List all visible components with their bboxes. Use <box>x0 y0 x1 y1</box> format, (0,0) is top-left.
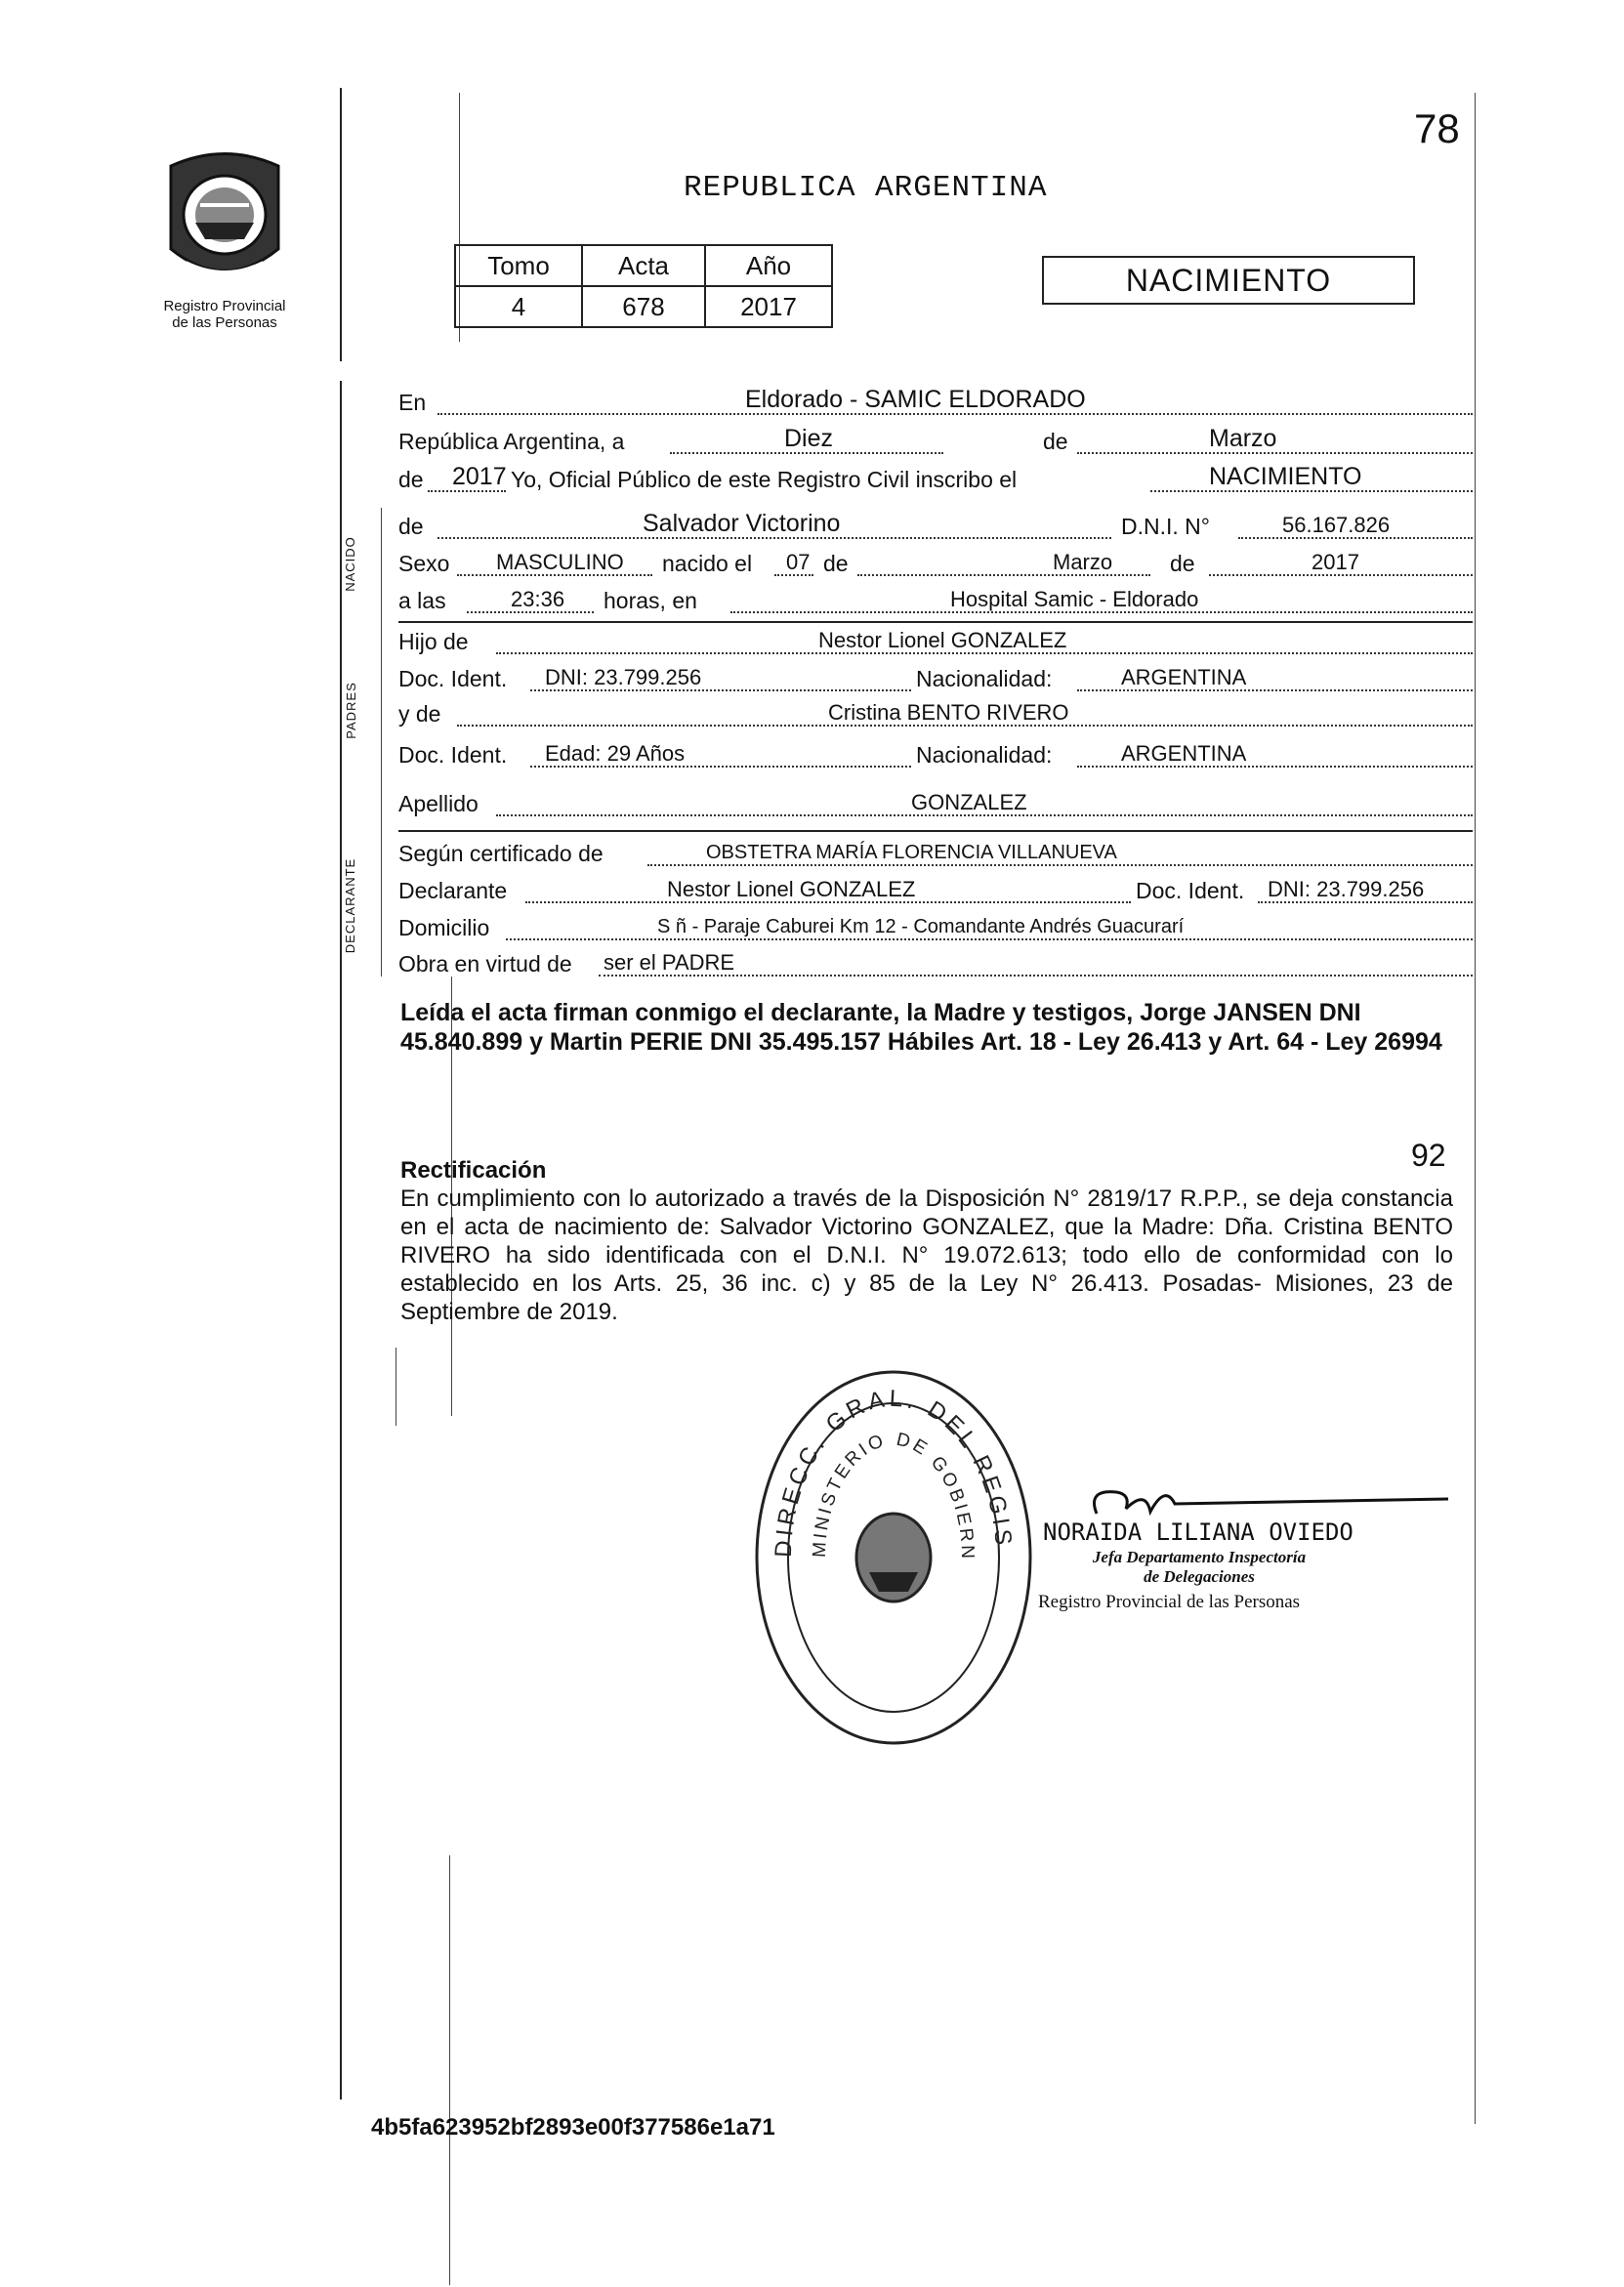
label-de-birth-month: de <box>823 551 849 576</box>
value-mother-nationality: ARGENTINA <box>1121 741 1247 766</box>
value-birth-day: 07 <box>786 550 811 574</box>
section-divider-nacido <box>398 621 1473 623</box>
label-sexo: Sexo <box>398 551 450 576</box>
country-title: REPUBLICA ARGENTINA <box>684 171 1048 205</box>
label-hijo-de: Hijo de <box>398 629 469 654</box>
label-nacido-el: nacido el <box>662 551 753 576</box>
acta-value-acta: 678 <box>582 286 705 327</box>
acta-header-tomo: Tomo <box>455 245 582 286</box>
label-father-doc: Doc. Ident. <box>398 666 508 691</box>
value-birth-place: Hospital Samic - Eldorado <box>950 587 1199 611</box>
rectificacion-text: En cumplimiento con lo autorizado a través de la Disposición N° 2819/17 R.P.P., se deja constancia en el acta de nacimiento de: Salvador Victorino GONZALEZ, que la Madre: Dña. Cristina BENTO RIVERO ha sido identificada con el D.N.I. N° 19.072.613; todo ello de conformidad con lo establecido en los Arts. 25, 36 inc. c) y 85 de la Ley N° 26.413. Posadas- Misiones, 23 de Septiembre de 2019. <box>400 1185 1453 1325</box>
rectificacion-number: 92 <box>1411 1138 1446 1173</box>
margin-rule-left <box>340 88 342 361</box>
label-segun: Según certificado de <box>398 841 604 866</box>
side-label-nacido: NACIDO <box>342 536 357 592</box>
value-declarante-name: Nestor Lionel GONZALEZ <box>667 877 916 901</box>
closing-text: Leída el acta firman conmigo el declarante, la Madre y testigos, Jorge JANSEN DNI 45.840.899 y Martin PERIE DNI 35.495.157 Hábiles Art. 18 - Ley 26.413 y Art. 64 - Ley 26994 <box>400 999 1442 1056</box>
value-obra: ser el PADRE <box>604 950 735 975</box>
row-time-place <box>398 584 1473 619</box>
label-mother-doc: Doc. Ident. <box>398 742 508 768</box>
value-mother-doc: Edad: 29 Años <box>545 741 686 766</box>
section-divider-padres <box>398 830 1473 832</box>
margin-rule-inner-2 <box>381 508 382 977</box>
value-certificado: OBSTETRA MARÍA FLORENCIA VILLANUEVA <box>706 842 1117 863</box>
row-father <box>398 625 1473 660</box>
value-day: Diez <box>784 425 834 452</box>
row-certificado <box>398 837 1473 872</box>
official-stamp-graphic <box>752 1362 1035 1753</box>
value-birth-month: Marzo <box>1053 550 1113 574</box>
acta-header-ano: Año <box>705 245 832 286</box>
label-y-de: y de <box>398 701 441 727</box>
label-republica: República Argentina, a <box>398 429 625 454</box>
value-child-dni: 56.167.826 <box>1282 513 1391 537</box>
row-apellido <box>398 787 1473 822</box>
svg-text:MINISTERIO DE GOBIERNO: MINISTERIO DE GOBIERN <box>809 1429 979 1562</box>
row-declarante <box>398 874 1473 909</box>
label-registro: Yo, Oficial Público de este Registro Civil inscribo el <box>511 467 1018 492</box>
acta-table <box>454 244 833 328</box>
value-birth-year: 2017 <box>1312 550 1359 574</box>
value-father-doc: DNI: 23.799.256 <box>545 665 702 689</box>
value-year: 2017 <box>452 463 507 490</box>
page-number: 78 <box>1414 105 1460 151</box>
side-label-padres: PADRES <box>343 682 358 739</box>
record-type-box: NACIMIENTO <box>1042 256 1415 305</box>
acta-table-value-row <box>455 286 832 327</box>
value-mother-name: Cristina BENTO RIVERO <box>828 700 1069 725</box>
label-a-las: a las <box>398 588 446 613</box>
row-obra <box>398 947 1473 982</box>
value-domicilio: S ñ - Paraje Caburei Km 12 - Comandante Andrés Guacurarí <box>657 916 1185 937</box>
label-mother-nationality: Nacionalidad: <box>916 742 1053 768</box>
label-declarante: Declarante <box>398 878 508 903</box>
label-obra: Obra en virtud de <box>398 951 572 977</box>
value-act-type: NACIMIENTO <box>1209 463 1362 490</box>
provincial-seal <box>156 146 293 293</box>
value-month: Marzo <box>1209 425 1277 452</box>
label-dni: D.N.I. N° <box>1121 514 1210 539</box>
label-domicilio: Domicilio <box>398 915 490 940</box>
label-de-month: de <box>1043 429 1068 454</box>
acta-value-tomo: 4 <box>455 286 582 327</box>
value-birth-time: 23:36 <box>511 587 565 611</box>
margin-rule-left-lower <box>340 381 342 2100</box>
side-label-declarante: DECLARANTE <box>343 857 358 954</box>
label-en: En <box>398 390 427 415</box>
label-apellido: Apellido <box>398 791 479 816</box>
rectificacion-title: Rectificación <box>400 1157 547 1184</box>
row-sexo <box>398 547 1473 582</box>
value-declarante-doc: DNI: 23.799.256 <box>1268 877 1425 901</box>
signatory-name: NORAIDA LILIANA OVIEDO <box>1043 1518 1353 1546</box>
official-stamp <box>752 1362 1035 1753</box>
label-de-year: de <box>398 467 424 492</box>
row-date <box>398 425 1473 460</box>
row-domicilio <box>398 911 1473 946</box>
label-horas: horas, en <box>604 588 697 613</box>
value-father-nationality: ARGENTINA <box>1121 665 1247 689</box>
value-child-name: Salvador Victorino <box>643 510 841 537</box>
svg-text:DIRECC. GRAL. DEL REGISTRO PRO: DIRECC. GRAL. DEL REGIS <box>770 1385 1017 1559</box>
margin-rule-right <box>1475 93 1476 2124</box>
row-father-doc <box>398 662 1473 697</box>
value-place: Eldorado - SAMIC ELDORADO <box>745 386 1086 413</box>
signatory-organization: Registro Provincial de las Personas <box>1038 1592 1301 1612</box>
label-de-name: de <box>398 514 424 539</box>
signatory-role: Jefa Departamento Inspectoría de Delegaciones <box>1092 1548 1307 1586</box>
acta-header-acta: Acta <box>582 245 705 286</box>
label-declarante-doc: Doc. Ident. <box>1136 878 1245 903</box>
margin-rule-fold-lower <box>449 1855 450 2285</box>
registry-caption: Registro Provincial de las Personas <box>163 298 286 331</box>
value-sexo: MASCULINO <box>496 550 624 574</box>
value-apellido: GONZALEZ <box>911 790 1027 814</box>
row-place <box>398 386 1473 421</box>
value-father-name: Nestor Lionel GONZALEZ <box>818 628 1067 652</box>
label-de-birth-year: de <box>1170 551 1195 576</box>
document-hash: 4b5fa623952bf2893e00f377586e1a71 <box>371 2114 775 2141</box>
row-mother <box>398 697 1473 732</box>
row-mother-doc <box>398 738 1473 773</box>
row-year <box>398 463 1473 498</box>
row-nacido-name <box>398 510 1473 545</box>
acta-table-header-row <box>455 245 832 286</box>
label-father-nationality: Nacionalidad: <box>916 666 1053 691</box>
acta-value-ano: 2017 <box>705 286 832 327</box>
